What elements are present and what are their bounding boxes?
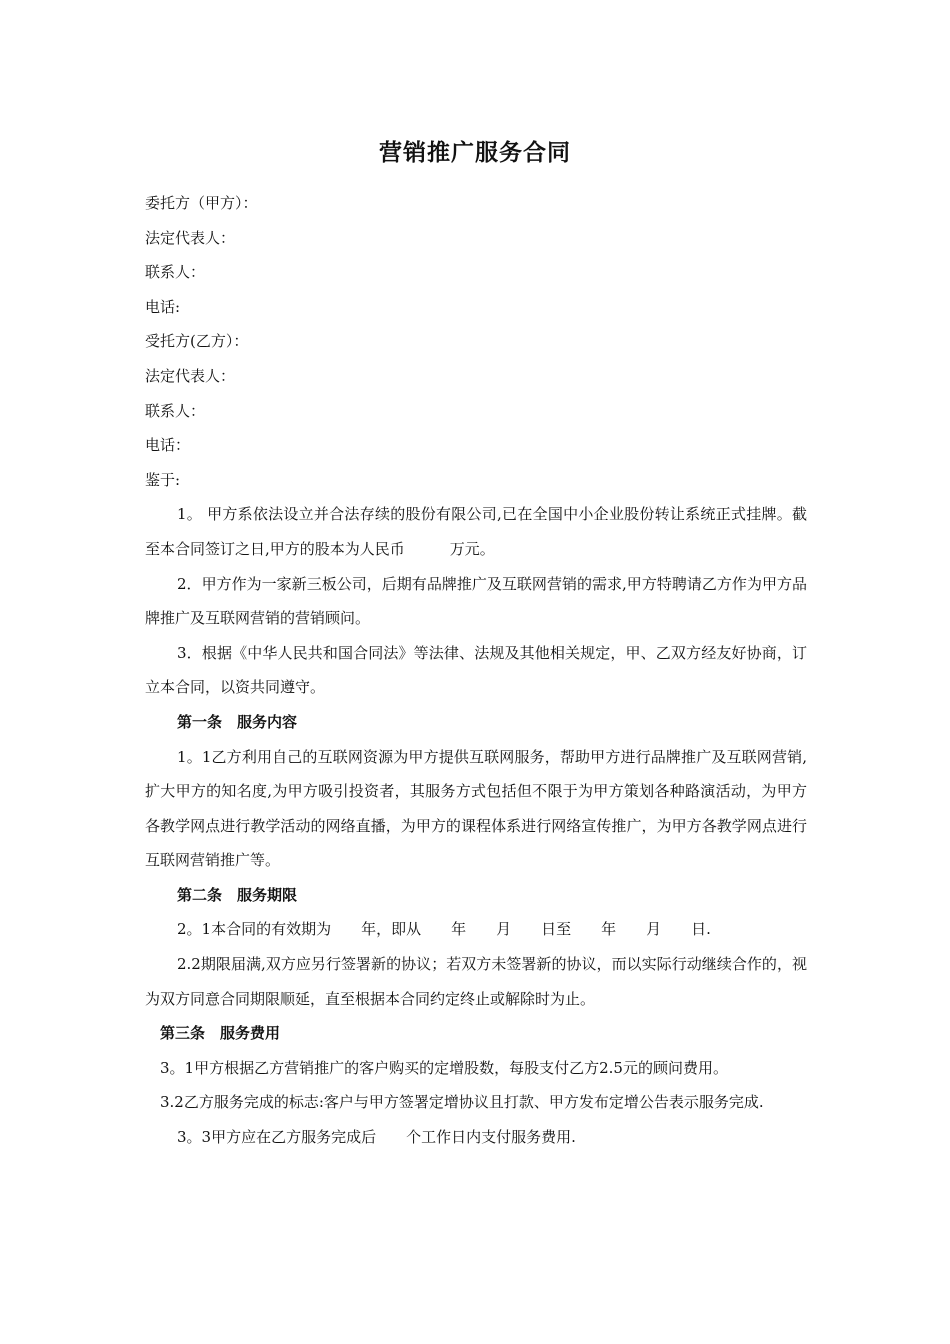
party-contractor-contact: 联系人： [145, 401, 206, 420]
article-3-heading: 第三条 服务费用 [160, 1024, 281, 1043]
party-contractor: 受托方(乙方）： [145, 332, 249, 351]
recital-2: 2．甲方作为一家新三板公司，后期有品牌推广及互联网营销的需求,甲方特聘请乙方作为甲方品牌推广及互联网营销的营销顾问。 [145, 574, 807, 628]
document-body [145, 186, 807, 1155]
party-client-phone: 电话: [145, 297, 181, 316]
party-contractor-legal-rep: 法定代表人： [145, 366, 236, 385]
clause-1-1: 1。1乙方利用自己的互联网资源为甲方提供互联网服务，帮助甲方进行品牌推广及互联网营销,扩大甲方的知名度,为甲方吸引投资者，其服务方式包括但不限于为甲方策划各种路演活动，为甲方各教学网点进行教学活动的网络直播，为甲方的课程体系进行网络宣传推广，为甲方各教学网点进行互联网营销推广等。 [145, 747, 807, 870]
recital-3: 3．根据《中华人民共和国合同法》等法律、法规及其他相关规定，甲、乙双方经友好协商，订立本合同，以资共同遵守。 [145, 643, 807, 697]
clause-2-1: 2。1本合同的有效期为 年，即从 年 月 日至 年 月 日. [177, 920, 711, 939]
clause-2-2: 2.2期限届满,双方应另行签署新的协议；若双方未签署新的协议，而以实际行动继续合作的，视为双方同意合同期限顺延，直至根据本合同约定终止或解除时为止。 [145, 955, 807, 1008]
article-2-heading: 第二条 服务期限 [177, 885, 298, 904]
party-client-contact: 联系人： [145, 263, 206, 282]
document-title: 营销推广服务合同 [379, 140, 571, 166]
clause-3-1: 3。1甲方根据乙方营销推广的客户购买的定增股数，每股支付乙方2.5元的顾问费用。 [160, 1058, 728, 1077]
recital-1: 1。 甲方系依法设立并合法存续的股份有限公司,已在全国中小企业股份转让系统正式挂牌。截至本合同签订之日,甲方的股本为人民币 万元。 [145, 505, 807, 558]
party-contractor-phone: 电话： [145, 436, 191, 455]
clause-3-3: 3。3甲方应在乙方服务完成后 个工作日内支付服务费用. [177, 1128, 576, 1147]
clause-3-2: 3.2乙方服务完成的标志:客户与甲方签署定增协议且打款、甲方发布定增公告表示服务完成. [160, 1093, 764, 1112]
party-client: 委托方（甲方）： [145, 194, 258, 212]
recitals-label: 鉴于: [145, 470, 181, 489]
party-client-legal-rep: 法定代表人： [145, 228, 236, 247]
article-1-heading: 第一条 服务内容 [177, 712, 298, 731]
